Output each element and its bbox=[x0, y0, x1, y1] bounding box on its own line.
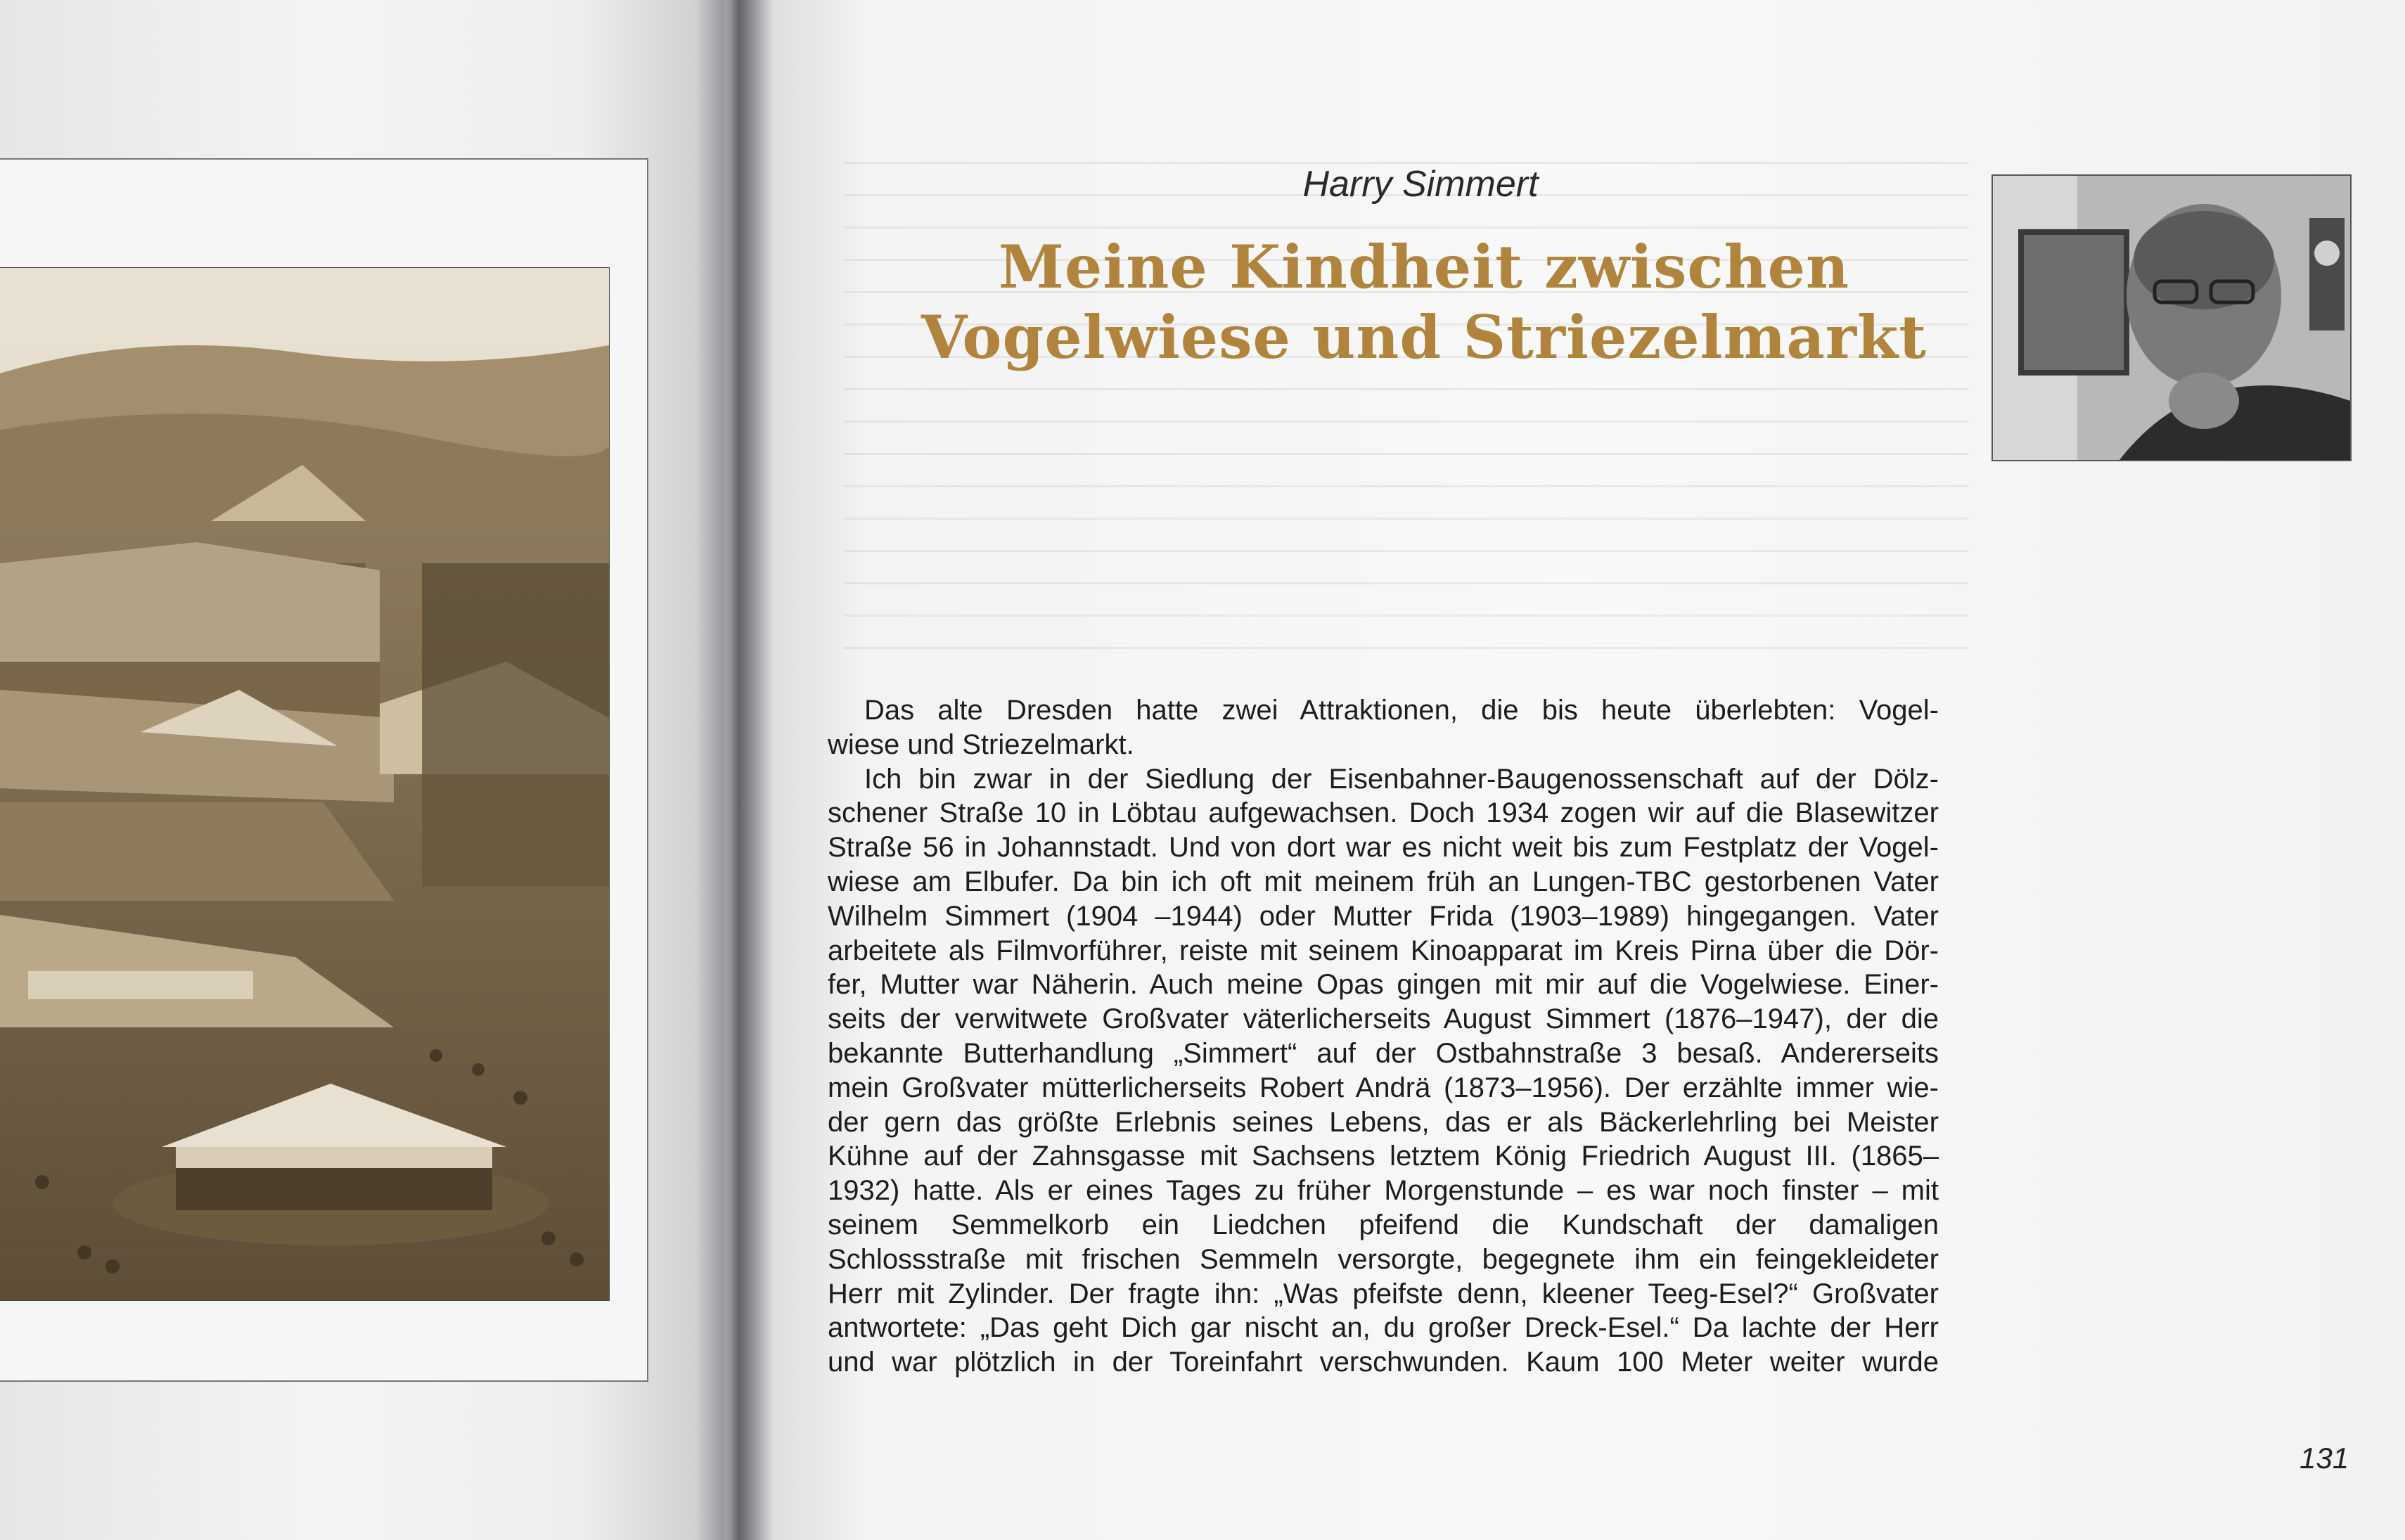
text-line: Kühne auf der Zahnsgasse mit Sachsens letztem König Friedrich August III. (1865– bbox=[828, 1141, 1939, 1172]
text-line: Herr mit Zylinder. Der fragte ihn: „Was pfeifste denn, kleener Teeg-Esel?“ Großvater bbox=[828, 1278, 1939, 1309]
historical-fairground-photo bbox=[0, 267, 610, 1301]
text-line: bekannte Butterhandlung „Simmert“ auf der Ostbahnstraße 3 besaß. Andererseits bbox=[828, 1037, 1939, 1069]
text-line: Schlossstraße mit frischen Semmeln versorgte, begegnete ihm ein feingekleideter bbox=[828, 1243, 1939, 1275]
title-line-2: Vogelwiese und Striezelmarkt bbox=[921, 302, 1928, 372]
chapter-title bbox=[879, 232, 1969, 373]
title-line-1: Meine Kindheit zwischen bbox=[998, 232, 1850, 302]
text-line: wiese und Striezelmarkt. bbox=[828, 729, 1134, 760]
text-line: seits der verwitwete Großvater väterlicherseits August Simmert (1876–1947), der die bbox=[828, 1003, 1939, 1035]
text-line: mein Großvater mütterlicherseits Robert Andrä (1873–1956). Der erzählte immer wie- bbox=[828, 1072, 1939, 1103]
text-line: Straße 56 in Johannstadt. Und von dort war es nicht weit bis zum Festplatz der Vogel- bbox=[828, 832, 1939, 864]
page-number: 131 bbox=[2300, 1442, 2349, 1475]
text-line: Wilhelm Simmert (1904 –1944) oder Mutter Frida (1903–1989) hingegangen. Vater bbox=[828, 900, 1939, 932]
text-line: antwortete: „Das geht Dich gar nischt an, du großer Dreck-Esel.“ Da lachte der Herr bbox=[828, 1312, 1939, 1344]
text-line: und war plötzlich in der Toreinfahrt verschwunden. Kaum 100 Meter weiter wurde bbox=[828, 1347, 1939, 1378]
text-line: seinem Semmelkorb ein Liedchen pfeifend die Kundschaft der damaligen bbox=[828, 1209, 1939, 1240]
article-body bbox=[828, 693, 1939, 1380]
text-line: fer, Mutter war Näherin. Auch meine Opas gingen mit mir auf die Vogelwiese. Einer- bbox=[828, 969, 1939, 1001]
text-line: 1932) hatte. Als er eines Tages zu früher Morgenstunde – es war noch finster – mit bbox=[828, 1175, 1939, 1207]
text-line: schener Straße 10 in Löbtau aufgewachsen. Doch 1934 zogen wir auf die Blasewitzer bbox=[828, 797, 1939, 829]
text-line: Das alte Dresden hatte zwei Attraktionen, die bis heute überlebten: Vogel- bbox=[864, 695, 1939, 726]
author-portrait-photo bbox=[1992, 174, 2352, 461]
text-line: arbeitete als Filmvorführer, reiste mit seinem Kinoapparat im Kreis Pirna über die Dör- bbox=[828, 935, 1939, 966]
text-line: wiese am Elbufer. Da bin ich oft mit meinem früh an Lungen-TBC gestorbenen Vater bbox=[828, 866, 1939, 897]
book-gutter bbox=[696, 0, 774, 1540]
text-line: der gern das größte Erlebnis seines Lebens, das er als Bäckerlehrling bei Meister bbox=[828, 1106, 1939, 1138]
text-line: Ich bin zwar in der Siedlung der Eisenbahner-Baugenossenschaft auf der Dölz- bbox=[864, 763, 1939, 795]
author-name: Harry Simmert bbox=[1302, 164, 1539, 205]
